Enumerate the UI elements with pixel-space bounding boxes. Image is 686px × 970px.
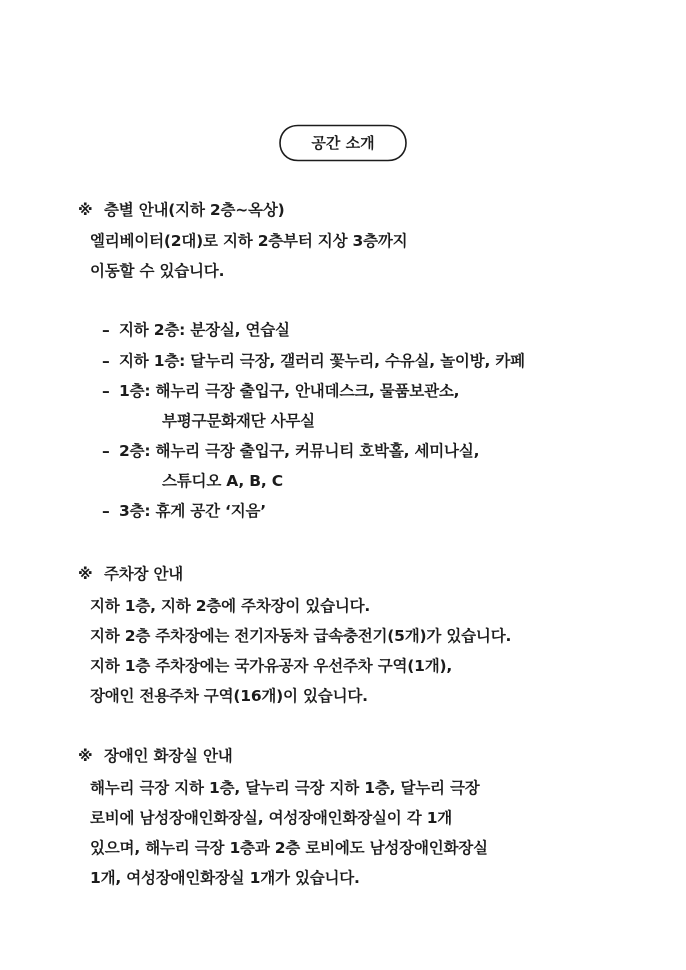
- section-text-line: 장애인 전용주차 구역(16개)이 있습니다.: [90, 687, 368, 705]
- reference-mark-icon: ※: [78, 201, 93, 219]
- floor-item-3f: 3층: 휴게 공간 ‘지음’: [119, 502, 266, 520]
- section-text-line: 지하 1층, 지하 2층에 주차장이 있습니다.: [90, 597, 371, 615]
- section-text-line: 1개, 여성장애인화장실 1개가 있습니다.: [90, 869, 360, 887]
- floor-dash: –: [102, 321, 110, 339]
- section-text-line: 있으며, 해누리 극장 1층과 2층 로비에도 남성장애인화장실: [90, 839, 488, 857]
- floor-item-1f: 1층: 해누리 극장 출입구, 안내데스크, 물품보관소,: [119, 382, 460, 400]
- floor-item-2f: 2층: 해누리 극장 출입구, 커뮤니티 호박홀, 세미나실,: [119, 442, 480, 460]
- section-text-line: 지하 2층 주차장에는 전기자동차 급속충전기(5개)가 있습니다.: [90, 627, 512, 645]
- section-text-line: 해누리 극장 지하 1층, 달누리 극장 지하 1층, 달누리 극장: [90, 779, 480, 797]
- floor-item-1f-continued: 부평구문화재단 사무실: [162, 412, 315, 430]
- floor-dash: –: [102, 382, 110, 400]
- section-text-line: 엘리베이터(2대)로 지하 2층부터 지상 3층까지: [90, 232, 408, 250]
- floor-dash: –: [102, 442, 110, 460]
- floor-item-b1: 지하 1층: 달누리 극장, 갤러리 꽃누리, 수유실, 놀이방, 카페: [119, 352, 525, 370]
- section-text-line: 이동할 수 있습니다.: [90, 262, 225, 280]
- floor-dash: –: [102, 502, 110, 520]
- section-text-line: 로비에 남성장애인화장실, 여성장애인화장실이 각 1개: [90, 809, 453, 827]
- page-title: 공간 소개: [311, 134, 375, 152]
- reference-mark-icon: ※: [78, 565, 93, 583]
- section-heading-parking: 주차장 안내: [104, 565, 184, 583]
- section-text-line: 지하 1층 주차장에는 국가유공자 우선주차 구역(1개),: [90, 657, 453, 675]
- floor-item-b2: 지하 2층: 분장실, 연습실: [119, 321, 290, 339]
- floor-dash: –: [102, 352, 110, 370]
- reference-mark-icon: ※: [78, 747, 93, 765]
- section-heading-restrooms: 장애인 화장실 안내: [104, 747, 233, 765]
- section-heading-floors: 층별 안내(지하 2층~옥상): [104, 201, 285, 219]
- floor-item-2f-continued: 스튜디오 A, B, C: [162, 472, 283, 490]
- title-badge: [0, 123, 686, 163]
